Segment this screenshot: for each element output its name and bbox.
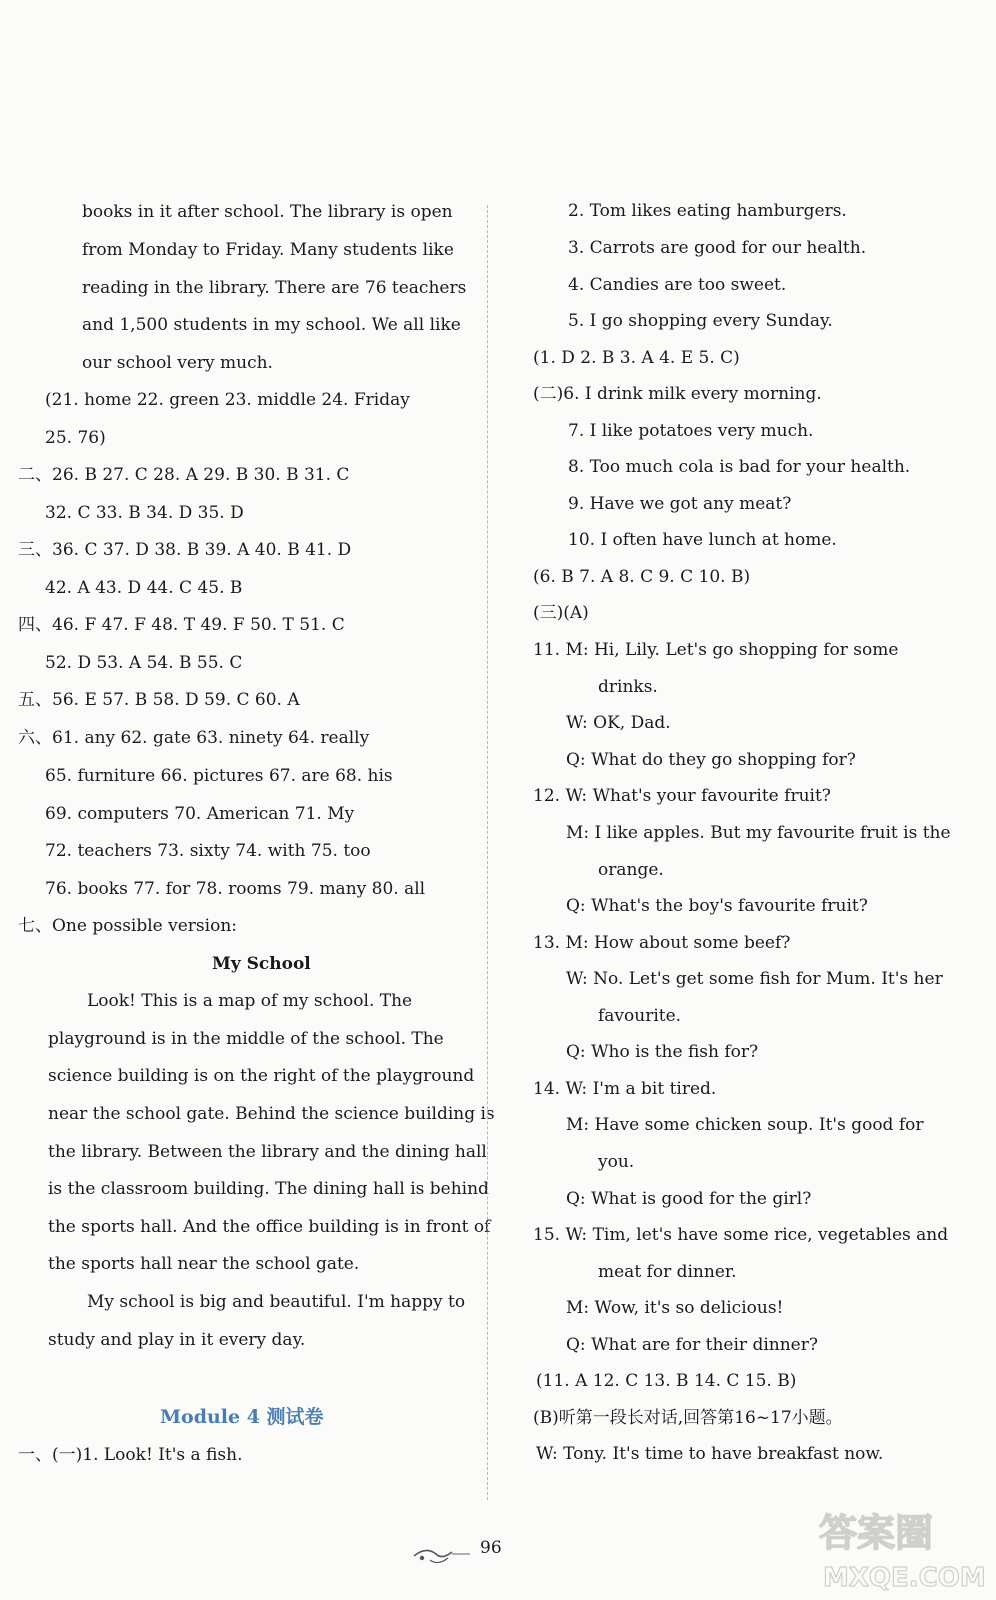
essay-line: Look! This is a map of my school. The: [87, 991, 413, 1011]
answer-line: (6. B 7. A 8. C 9. C 10. B): [533, 567, 751, 587]
answer-line: 52. D 53. A 54. B 55. C: [45, 653, 243, 673]
column-divider: [487, 205, 488, 1500]
essay-title: My School: [212, 954, 311, 974]
answer-line: 四、46. F 47. F 48. T 49. F 50. T 51. C: [18, 615, 345, 635]
text-line: books in it after school. The library is open: [82, 202, 453, 222]
essay-line: the library. Between the library and the dining hall: [48, 1142, 487, 1162]
dialog-line: 13. M: How about some beef?: [533, 933, 791, 953]
dialog-line: W: Tony. It's time to have breakfast now.: [536, 1444, 884, 1464]
text-line: 7. I like potatoes very much.: [568, 421, 814, 441]
watermark-logo-icon: [813, 1502, 988, 1594]
section-label: (B)听第一段长对话,回答第16~17小题。: [533, 1408, 843, 1428]
answer-line: 三、36. C 37. D 38. B 39. A 40. B 41. D: [18, 540, 352, 560]
module-title: Module 4 测试卷: [160, 1406, 324, 1428]
dialog-line: you.: [598, 1152, 635, 1172]
text-line: 9. Have we got any meat?: [568, 494, 792, 514]
answer-line: 69. computers 70. American 71. My: [45, 804, 355, 824]
svg-text:答案圈: 答案圈: [819, 1511, 934, 1555]
essay-line: the sports hall. And the office building is in front of: [48, 1217, 491, 1237]
dialog-line: W: OK, Dad.: [566, 713, 671, 733]
dialog-line: Q: Who is the fish for?: [566, 1042, 759, 1062]
text-line: 4. Candies are too sweet.: [568, 275, 787, 295]
text-line: 2. Tom likes eating hamburgers.: [568, 201, 847, 221]
text-line: from Monday to Friday. Many students like: [82, 240, 454, 260]
answer-line: 65. furniture 66. pictures 67. are 68. his: [45, 766, 393, 786]
text-line: 10. I often have lunch at home.: [568, 530, 837, 550]
answer-line: 一、(一)1. Look! It's a fish.: [18, 1445, 243, 1465]
answer-line: (1. D 2. B 3. A 4. E 5. C): [533, 348, 740, 368]
dialog-line: M: Have some chicken soup. It's good for: [566, 1115, 924, 1135]
dialog-line: M: I like apples. But my favourite fruit is the: [566, 823, 951, 843]
text-line: reading in the library. There are 76 teachers: [82, 278, 467, 298]
dialog-line: Q: What's the boy's favourite fruit?: [566, 896, 868, 916]
dialog-line: 15. W: Tim, let's have some rice, vegetables and: [533, 1225, 949, 1245]
answer-line: 二、26. B 27. C 28. A 29. B 30. B 31. C: [18, 465, 350, 485]
dialog-line: orange.: [598, 860, 664, 880]
text-line: and 1,500 students in my school. We all like: [82, 315, 461, 335]
dialog-line: Q: What is good for the girl?: [566, 1189, 812, 1209]
answer-line: 五、56. E 57. B 58. D 59. C 60. A: [18, 690, 300, 710]
dialog-line: M: Wow, it's so delicious!: [566, 1298, 784, 1318]
dialog-line: Q: What are for their dinner?: [566, 1335, 818, 1355]
essay-line: the sports hall near the school gate.: [48, 1254, 360, 1274]
answer-line: 25. 76): [45, 428, 106, 448]
section-label: (三)(A): [533, 603, 589, 623]
svg-text:MXQE.COM: MXQE.COM: [823, 1563, 986, 1593]
answer-line: 42. A 43. D 44. C 45. B: [45, 578, 243, 598]
answer-line: (21. home 22. green 23. middle 24. Friday: [45, 390, 410, 410]
essay-line: playground is in the middle of the school. The: [48, 1029, 444, 1049]
text-line: our school very much.: [82, 353, 273, 373]
dialog-line: W: No. Let's get some fish for Mum. It's her: [566, 969, 943, 989]
dialog-line: favourite.: [598, 1006, 682, 1026]
essay-line: study and play in it every day.: [48, 1330, 306, 1350]
answer-line: 六、61. any 62. gate 63. ninety 64. really: [18, 728, 370, 748]
text-line: (二)6. I drink milk every morning.: [533, 384, 822, 404]
essay-line: is the classroom building. The dining hall is behind: [48, 1179, 489, 1199]
essay-line: science building is on the right of the playground: [48, 1066, 475, 1086]
dialog-line: meat for dinner.: [598, 1262, 737, 1282]
answer-line: (11. A 12. C 13. B 14. C 15. B): [536, 1371, 797, 1391]
dialog-line: 14. W: I'm a bit tired.: [533, 1079, 717, 1099]
answer-line: 76. books 77. for 78. rooms 79. many 80. all: [45, 879, 426, 899]
section-label: 七、One possible version:: [18, 916, 237, 936]
text-line: 3. Carrots are good for our health.: [568, 238, 867, 258]
answer-line: 32. C 33. B 34. D 35. D: [45, 503, 244, 523]
answer-line: 72. teachers 73. sixty 74. with 75. too: [45, 841, 371, 861]
page-number: 96: [480, 1538, 502, 1558]
essay-line: near the school gate. Behind the science building is: [48, 1104, 495, 1124]
text-line: 8. Too much cola is bad for your health.: [568, 457, 911, 477]
dialog-line: 12. W: What's your favourite fruit?: [533, 786, 831, 806]
dialog-line: Q: What do they go shopping for?: [566, 750, 856, 770]
text-line: 5. I go shopping every Sunday.: [568, 311, 833, 331]
essay-line: My school is big and beautiful. I'm happy to: [87, 1292, 466, 1312]
dialog-line: drinks.: [598, 677, 658, 697]
dialog-line: 11. M: Hi, Lily. Let's go shopping for some: [533, 640, 899, 660]
